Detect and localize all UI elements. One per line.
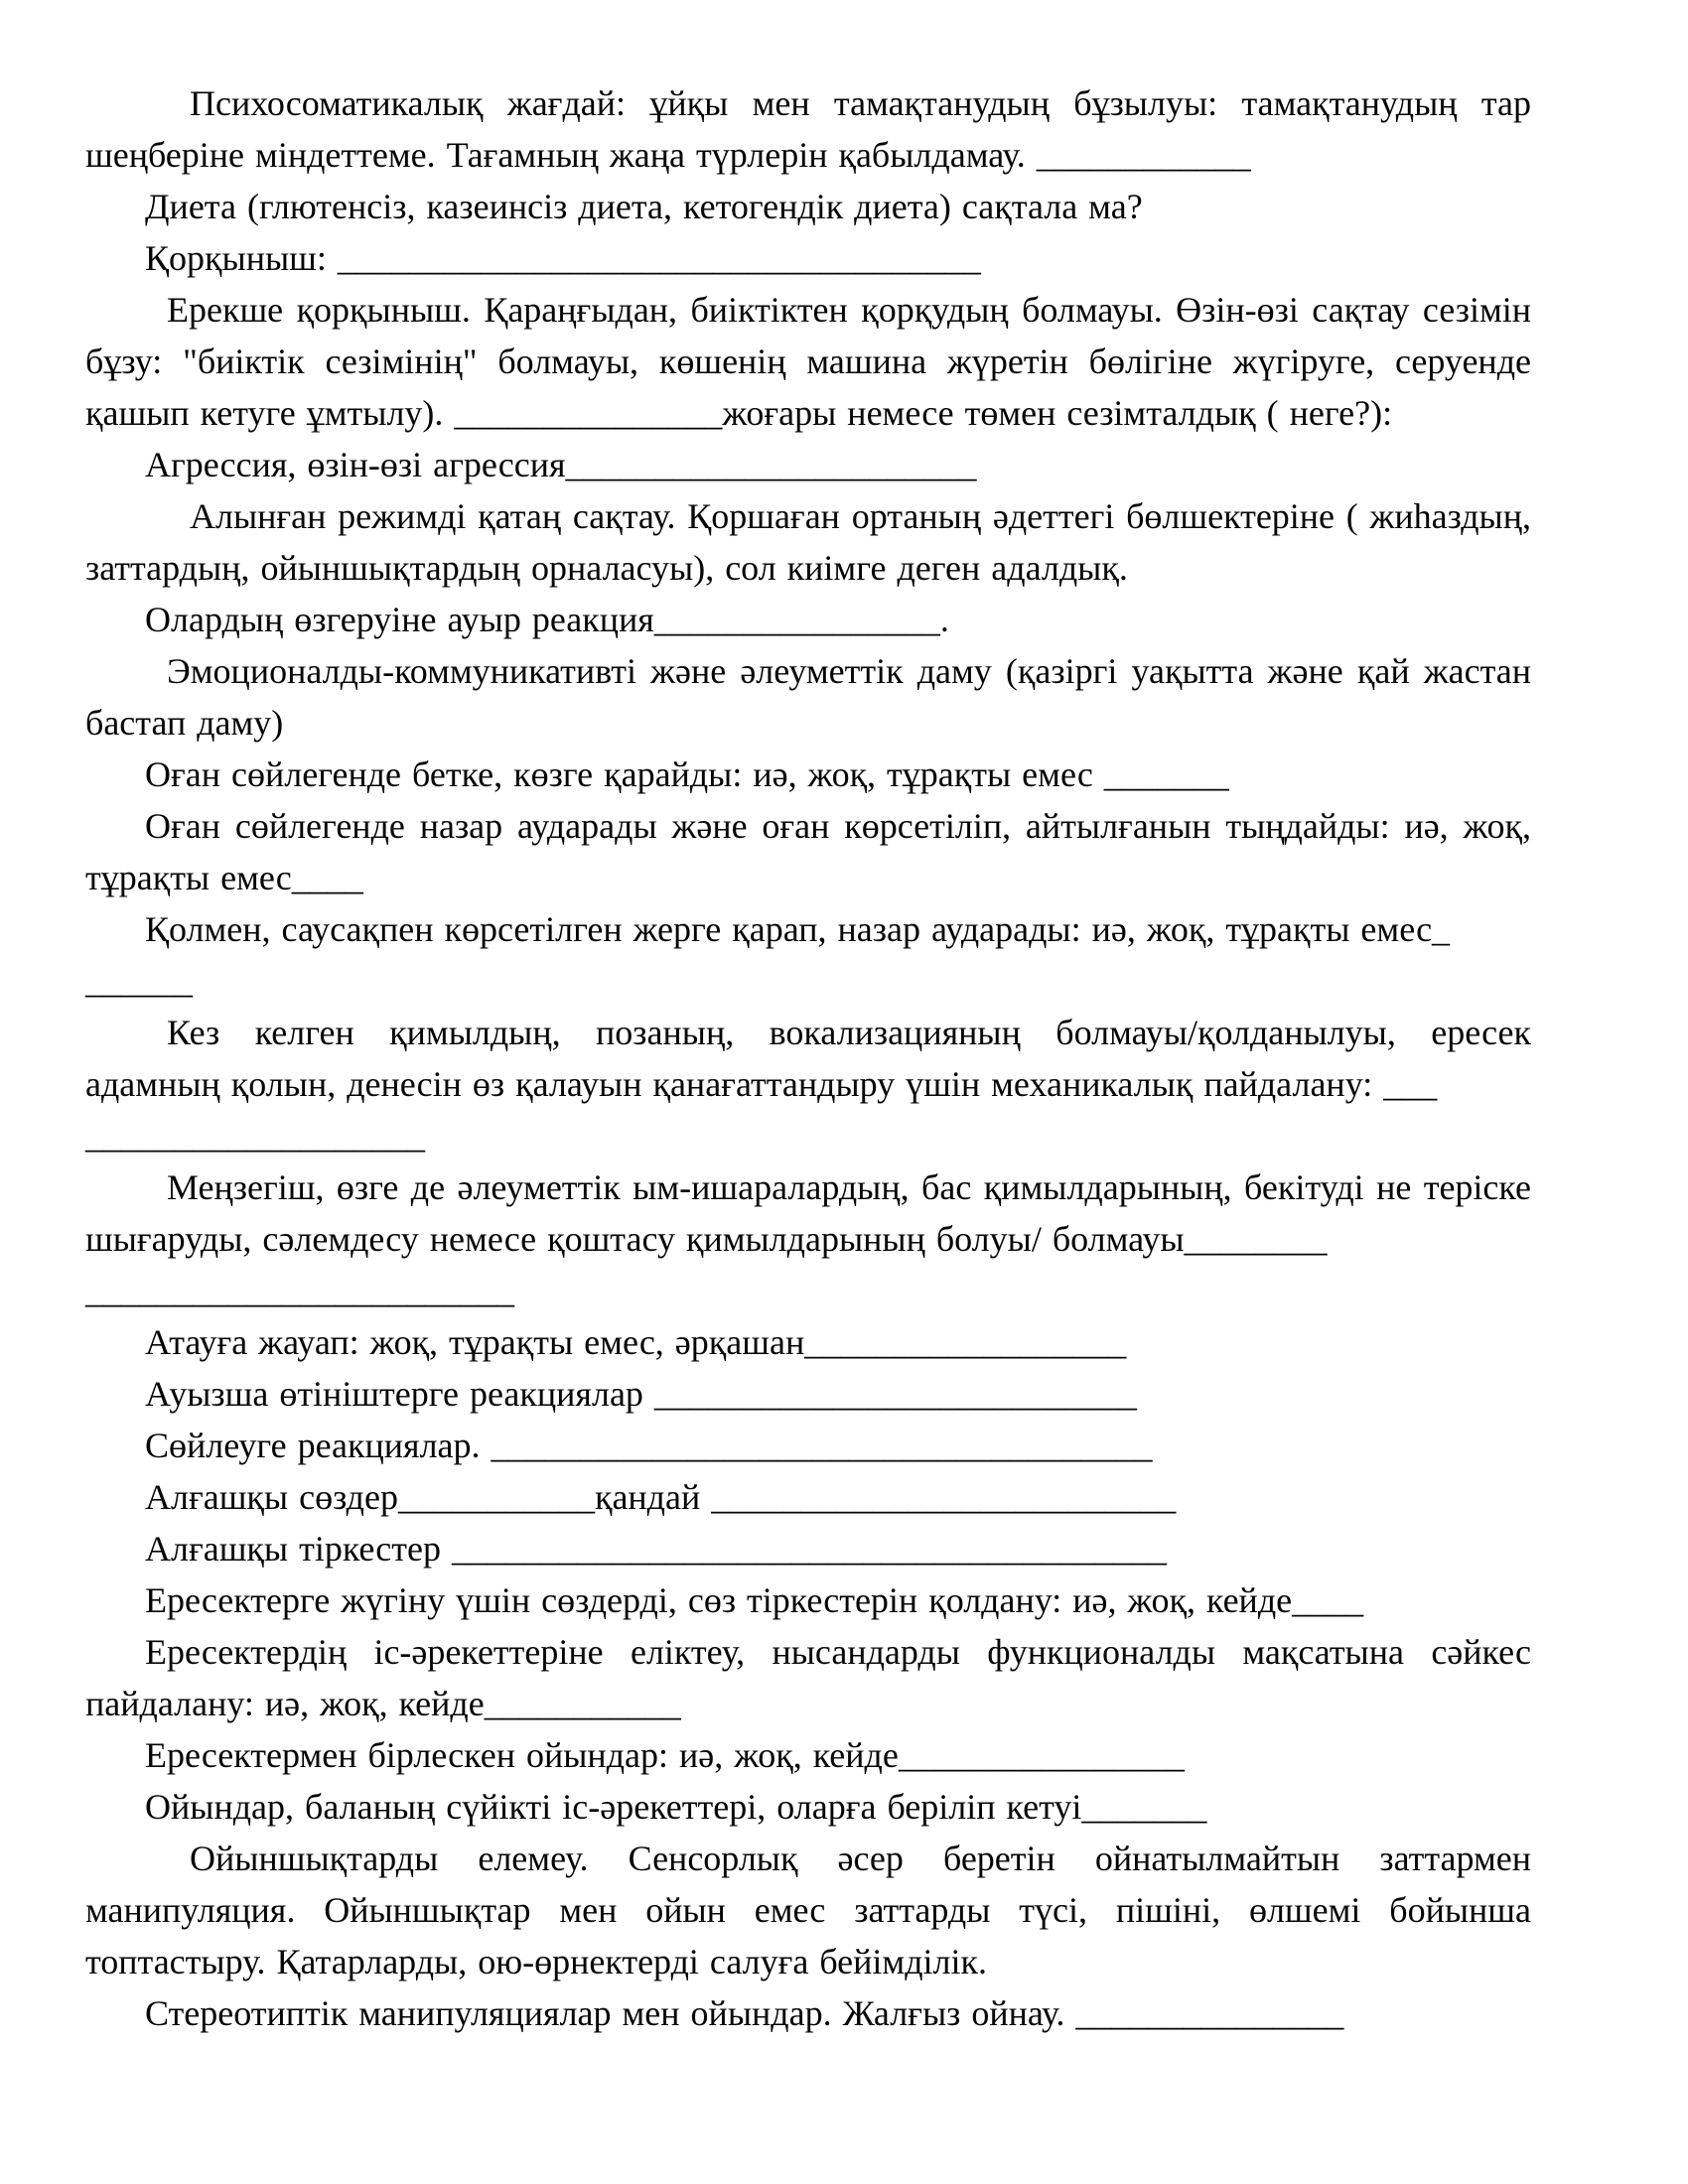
blank-line: ___________________ bbox=[85, 1116, 425, 1156]
paragraph: Агрессия, өзін-өзі агрессия_______________________ bbox=[145, 445, 977, 484]
paragraph: Ересектермен бірлескен ойындар: иә, жоқ, кейде________________ bbox=[145, 1735, 1185, 1775]
paragraph: Оған сөйлегенде бетке, көзге қарайды: иә, жоқ, тұрақты емес _______ bbox=[145, 754, 1229, 794]
paragraph: Ересектерге жүгіну үшін сөздерді, сөз тіркестерін қолдану: иә, жоқ, кейде____ bbox=[145, 1580, 1364, 1620]
paragraph: Оған сөйлегенде назар аударады және оған көрсетіліп, айтылғанын тыңдайды: иә, жоқ, тұрақты емес____ bbox=[85, 806, 1531, 897]
paragraph: Қорқыныш: ____________________________________ bbox=[145, 238, 981, 278]
paragraph: Ойындар, баланың сүйікті іс-әрекеттері, оларға беріліп кетуі_______ bbox=[145, 1787, 1207, 1827]
paragraph: Кез келген қимылдың, позаның, вокализацияның болмауы/қолданылуы, ересек адамның қолын, денесін өз қалауын қанағаттандыру үшін механикалық пайдалану: ___ bbox=[85, 1013, 1531, 1104]
paragraph: Эмоционалды-коммуникативті және әлеуметтік даму (қазіргі уақытта және қай жастан бастап даму) bbox=[85, 651, 1531, 743]
paragraph: Алғашқы тіркестер ________________________________________ bbox=[145, 1529, 1167, 1569]
paragraph: Ойыншықтарды елемеу. Сенсорлық әсер беретін ойнатылмайтын заттармен манипуляция. Ойыншықтар мен ойын емес заттарды түсі, пішіні, өлшемі бойынша топтастыру. Қатарларды, ою-өрнектерді салуға бейімділік. bbox=[85, 1839, 1531, 1981]
paragraph: Ауызша өтініштерге реакциялар ___________________________ bbox=[145, 1374, 1137, 1414]
paragraph: Диета (глютенсіз, казеинсіз диета, кетогендік диета) сақтала ма? bbox=[145, 187, 1143, 226]
paragraph: Меңзегіш, өзге де әлеуметтік ым-ишаралардың, бас қимылдарының, бекітуді не теріске шығаруды, сәлемдесу немесе қоштасу қимылдарының болуы/ болмауы________ bbox=[85, 1167, 1531, 1259]
paragraph: Алынған режимді қатаң сақтау. Қоршаған ортаның әдеттегі бөлшектеріне ( жиһаздың, заттардың, ойыншықтардың орналасуы), сол киімге деген адалдық. bbox=[85, 496, 1531, 588]
paragraph: Психосоматикалық жағдай: ұйқы мен тамақтанудың бұзылуы: тамақтанудың тар шеңберіне міндеттеме. Тағамның жаңа түрлерін қабылдамау. ____________ bbox=[85, 83, 1531, 175]
paragraph: Олардың өзгеруіне ауыр реакция________________. bbox=[145, 600, 949, 639]
blank-line: ______ bbox=[85, 961, 193, 1001]
paragraph: Атауға жауап: жоқ, тұрақты емес, әрқашан__________________ bbox=[145, 1322, 1127, 1362]
paragraph: Алғашқы сөздер___________қандай __________________________ bbox=[145, 1477, 1177, 1517]
paragraph: Ересектердің іс-әрекеттеріне еліктеу, нысандарды функционалды мақсатына сәйкес пайдалану: иә, жоқ, кейде___________ bbox=[85, 1632, 1531, 1723]
document-body bbox=[85, 77, 1531, 2039]
paragraph: Ерекше қорқыныш. Қараңғыдан, биіктіктен қорқудың болмауы. Өзін-өзі сақтау сезімін бұзу: "биіктік сезімінің" болмауы, көшенің машина жүретін бөлігіне жүгіруге, серуенде қашып кетуге ұмтылу). _______________жоғары немесе төмен сезімталдық ( неге?): bbox=[85, 290, 1531, 433]
paragraph: Қолмен, саусақпен көрсетілген жерге қарап, назар аударады: иә, жоқ, тұрақты емес_ bbox=[145, 909, 1451, 949]
paragraph: Стереотиптік манипуляциялар мен ойындар. Жалғыз ойнау. _______________ bbox=[145, 1993, 1344, 2033]
paragraph: Сөйлеуге реакциялар. _____________________________________ bbox=[145, 1426, 1153, 1465]
blank-line: ________________________ bbox=[85, 1271, 514, 1310]
